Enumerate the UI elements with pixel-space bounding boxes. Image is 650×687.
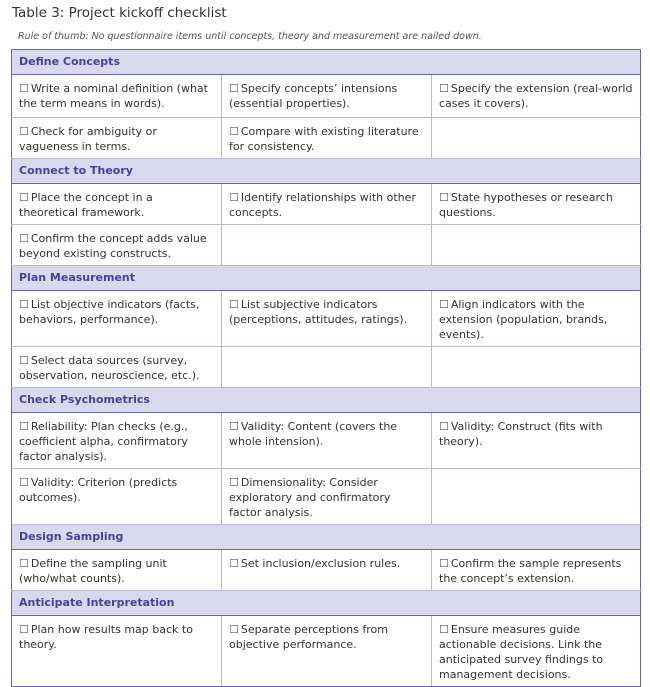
checklist-item [222, 550, 432, 591]
checkbox-icon[interactable]: ☐ [439, 420, 449, 433]
checklist-item-label: Check for ambiguity or vagueness in terms. [19, 125, 157, 153]
checklist-item-label: Confirm the sample represents the concept’s extension. [439, 557, 622, 585]
checklist-item-label: Place the concept in a theoretical framework. [19, 191, 153, 219]
checkbox-icon[interactable]: ☐ [439, 557, 449, 570]
table-row [12, 413, 641, 469]
checkbox-icon[interactable]: ☐ [19, 354, 29, 367]
checklist-item [432, 184, 641, 225]
checklist-item [432, 616, 641, 687]
checkbox-icon[interactable]: ☐ [229, 82, 239, 95]
checklist-item [222, 118, 432, 159]
table-row [12, 616, 641, 687]
checkbox-icon[interactable]: ☐ [19, 623, 29, 636]
empty-cell [222, 225, 432, 266]
checkbox-icon[interactable]: ☐ [19, 557, 29, 570]
checklist-item-label: Dimensionality: Consider exploratory and confirmatory factor analysis. [229, 476, 391, 519]
checklist-item-label: Specify concepts’ intensions (essential properties). [229, 82, 398, 110]
empty-cell [432, 469, 641, 525]
checklist-item-label: Reliability: Plan checks (e.g., coefficient alpha, confirmatory factor analysis). [19, 420, 188, 463]
checkbox-icon[interactable]: ☐ [229, 298, 239, 311]
checklist-item [12, 469, 222, 525]
checklist-item [222, 616, 432, 687]
empty-cell [432, 347, 641, 388]
checklist-item-label: Align indicators with the extension (population, brands, events). [439, 298, 608, 341]
checklist-item [12, 184, 222, 225]
checklist-item-label: Write a nominal definition (what the term means in words). [19, 82, 208, 110]
checklist-item [222, 413, 432, 469]
checklist-item-label: Plan how results map back to theory. [19, 623, 193, 651]
section-header [12, 266, 641, 291]
checklist-item [432, 550, 641, 591]
checklist-item-label: Validity: Content (covers the whole intension). [229, 420, 398, 448]
checklist-item-label: Separate perceptions from objective performance. [229, 623, 388, 651]
table-caption: Table 3: Project kickoff checklist [12, 5, 227, 21]
empty-cell [432, 225, 641, 266]
checklist-item-label: Confirm the concept adds value beyond existing constructs. [19, 232, 207, 260]
checklist-item-label: Select data sources (survey, observation, neuroscience, etc.). [19, 354, 200, 382]
checklist-item [12, 347, 222, 388]
checklist-item [12, 616, 222, 687]
checkbox-icon[interactable]: ☐ [439, 623, 449, 636]
section-header [12, 159, 641, 184]
checkbox-icon[interactable]: ☐ [19, 232, 29, 245]
table-row [12, 291, 641, 347]
checklist-item-label: Validity: Criterion (predicts outcomes). [19, 476, 178, 504]
checklist-item [12, 225, 222, 266]
checklist-table [11, 49, 641, 687]
checkbox-icon[interactable]: ☐ [19, 82, 29, 95]
empty-cell [222, 347, 432, 388]
checklist-item [432, 413, 641, 469]
section-title: Check Psychometrics [12, 388, 641, 413]
section-title: Design Sampling [12, 525, 641, 550]
checklist-item-label: List objective indicators (facts, behaviors, performance). [19, 298, 200, 326]
checklist-item-label: Identify relationships with other concepts. [229, 191, 416, 219]
checklist-item [12, 291, 222, 347]
checkbox-icon[interactable]: ☐ [19, 191, 29, 204]
checklist-item-label: Ensure measures guide actionable decisions. Link the anticipated survey findings to management decisions. [439, 623, 604, 681]
section-title: Plan Measurement [12, 266, 641, 291]
section-title: Connect to Theory [12, 159, 641, 184]
empty-cell [432, 118, 641, 159]
checkbox-icon[interactable]: ☐ [19, 125, 29, 138]
checkbox-icon[interactable]: ☐ [439, 191, 449, 204]
checklist-item [432, 291, 641, 347]
checkbox-icon[interactable]: ☐ [229, 191, 239, 204]
checkbox-icon[interactable]: ☐ [229, 623, 239, 636]
section-header [12, 50, 641, 75]
section-header [12, 591, 641, 616]
checklist-item [12, 118, 222, 159]
table-row [12, 469, 641, 525]
checklist-item [12, 550, 222, 591]
table-row [12, 225, 641, 266]
section-title: Define Concepts [12, 50, 641, 75]
checkbox-icon[interactable]: ☐ [229, 557, 239, 570]
checklist-item-label: State hypotheses or research questions. [439, 191, 613, 219]
checklist-item [12, 413, 222, 469]
section-title: Anticipate Interpretation [12, 591, 641, 616]
table-subtitle: Rule of thumb: No questionnaire items until concepts, theory and measurement are nailed down. [18, 31, 482, 42]
checklist-item [222, 291, 432, 347]
table-row [12, 118, 641, 159]
checkbox-icon[interactable]: ☐ [229, 125, 239, 138]
checklist-item-label: Set inclusion/exclusion rules. [240, 557, 401, 570]
table-row [12, 75, 641, 118]
checklist-item-label: List subjective indicators (perceptions, attitudes, ratings). [229, 298, 408, 326]
section-header [12, 525, 641, 550]
checklist-item [12, 75, 222, 118]
table-row [12, 347, 641, 388]
checkbox-icon[interactable]: ☐ [229, 476, 239, 489]
checkbox-icon[interactable]: ☐ [19, 420, 29, 433]
checkbox-icon[interactable]: ☐ [439, 298, 449, 311]
checklist-item [222, 184, 432, 225]
checklist-item-label: Define the sampling unit (who/what counts). [19, 557, 167, 585]
checklist-item [222, 75, 432, 118]
table-row [12, 184, 641, 225]
checklist-item-label: Specify the extension (real-world cases it covers). [439, 82, 633, 110]
checklist-item [432, 75, 641, 118]
table-row [12, 550, 641, 591]
checklist-item-label: Compare with existing literature for consistency. [229, 125, 419, 153]
checkbox-icon[interactable]: ☐ [19, 476, 29, 489]
checkbox-icon[interactable]: ☐ [229, 420, 239, 433]
checklist-item-label: Validity: Construct (fits with theory). [439, 420, 603, 448]
checkbox-icon[interactable]: ☐ [19, 298, 29, 311]
section-header [12, 388, 641, 413]
checkbox-icon[interactable]: ☐ [439, 82, 449, 95]
checklist-item [222, 469, 432, 525]
